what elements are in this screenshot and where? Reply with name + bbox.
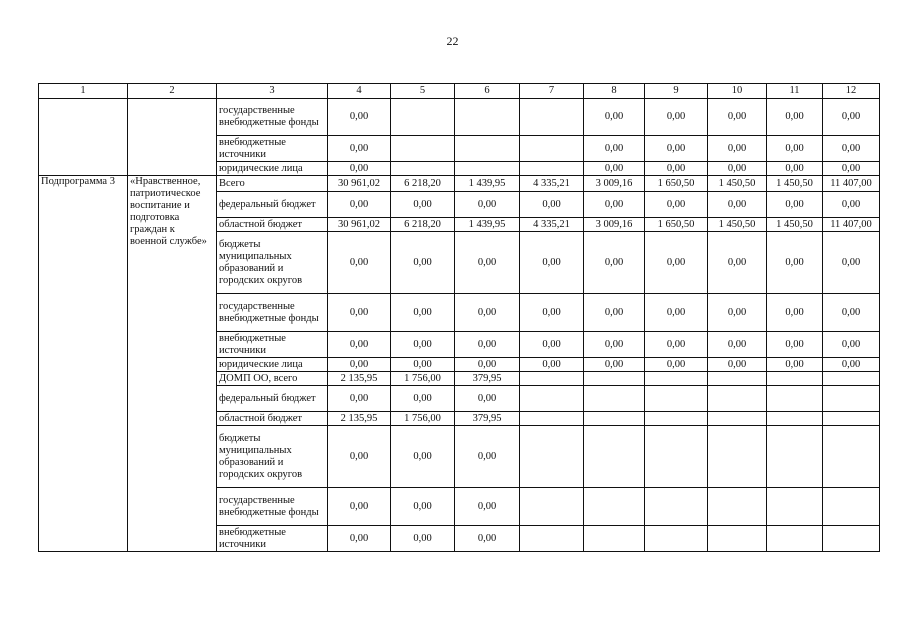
value-cell (645, 526, 708, 552)
value-cell: 2 135,95 (328, 372, 391, 386)
value-cell: 0,00 (520, 192, 584, 218)
value-cell: 6 218,20 (391, 218, 455, 232)
value-cell (520, 162, 584, 176)
value-cell: 0,00 (708, 332, 767, 358)
value-cell (823, 526, 880, 552)
table-row (39, 176, 880, 192)
value-cell (455, 162, 520, 176)
value-cell: 0,00 (584, 99, 645, 136)
value-cell: 0,00 (455, 386, 520, 412)
value-cell: 3 009,16 (584, 176, 645, 192)
funding-source-label: внебюджетные источники (217, 136, 328, 162)
value-cell (645, 426, 708, 488)
value-cell: 0,00 (520, 294, 584, 332)
column-number: 4 (328, 84, 391, 99)
value-cell (584, 426, 645, 488)
value-cell (708, 488, 767, 526)
value-cell: 6 218,20 (391, 176, 455, 192)
funding-source-label: юридические лица (217, 358, 328, 372)
value-cell: 0,00 (823, 99, 880, 136)
value-cell: 0,00 (391, 232, 455, 294)
value-cell: 0,00 (767, 294, 823, 332)
value-cell: 0,00 (328, 232, 391, 294)
column-number: 10 (708, 84, 767, 99)
value-cell: 0,00 (708, 136, 767, 162)
value-cell: 0,00 (328, 294, 391, 332)
value-cell: 0,00 (708, 99, 767, 136)
value-cell (391, 99, 455, 136)
value-cell: 0,00 (328, 192, 391, 218)
funding-source-label: Всего (217, 176, 328, 192)
value-cell: 0,00 (767, 358, 823, 372)
value-cell: 1 450,50 (767, 176, 823, 192)
column-number: 5 (391, 84, 455, 99)
value-cell: 0,00 (708, 162, 767, 176)
value-cell: 0,00 (645, 162, 708, 176)
value-cell (391, 136, 455, 162)
value-cell: 0,00 (767, 332, 823, 358)
value-cell (767, 412, 823, 426)
value-cell (584, 372, 645, 386)
value-cell (708, 372, 767, 386)
funding-source-label: областной бюджет (217, 412, 328, 426)
empty-cell (39, 99, 128, 176)
value-cell (823, 372, 880, 386)
value-cell: 0,00 (767, 192, 823, 218)
value-cell (823, 412, 880, 426)
value-cell: 0,00 (767, 99, 823, 136)
value-cell: 0,00 (391, 358, 455, 372)
value-cell (584, 488, 645, 526)
value-cell: 1 439,95 (455, 176, 520, 192)
value-cell: 0,00 (645, 294, 708, 332)
value-cell: 0,00 (823, 332, 880, 358)
value-cell (767, 488, 823, 526)
value-cell: 0,00 (767, 232, 823, 294)
value-cell (455, 99, 520, 136)
value-cell: 1 450,50 (708, 218, 767, 232)
value-cell: 0,00 (767, 136, 823, 162)
value-cell: 0,00 (645, 332, 708, 358)
value-cell (584, 526, 645, 552)
value-cell (823, 488, 880, 526)
value-cell (584, 386, 645, 412)
value-cell: 0,00 (584, 294, 645, 332)
value-cell (645, 386, 708, 412)
value-cell: 1 756,00 (391, 372, 455, 386)
value-cell (520, 99, 584, 136)
value-cell: 2 135,95 (328, 412, 391, 426)
budget-table (38, 83, 880, 552)
value-cell: 30 961,02 (328, 218, 391, 232)
table-row (39, 99, 880, 136)
value-cell: 0,00 (328, 332, 391, 358)
value-cell (767, 526, 823, 552)
value-cell: 0,00 (455, 488, 520, 526)
column-number: 12 (823, 84, 880, 99)
value-cell: 0,00 (708, 294, 767, 332)
value-cell (767, 386, 823, 412)
value-cell: 0,00 (645, 136, 708, 162)
value-cell: 0,00 (823, 294, 880, 332)
value-cell: 0,00 (823, 136, 880, 162)
column-number: 7 (520, 84, 584, 99)
funding-source-label: внебюджетные источники (217, 526, 328, 552)
value-cell: 0,00 (823, 358, 880, 372)
value-cell (520, 386, 584, 412)
page-number: 22 (446, 34, 459, 48)
value-cell: 0,00 (391, 332, 455, 358)
value-cell (520, 426, 584, 488)
value-cell: 0,00 (455, 232, 520, 294)
value-cell (767, 426, 823, 488)
value-cell: 0,00 (455, 294, 520, 332)
value-cell: 0,00 (455, 332, 520, 358)
value-cell: 0,00 (645, 358, 708, 372)
header-row (39, 84, 880, 99)
value-cell: 0,00 (328, 162, 391, 176)
value-cell (708, 426, 767, 488)
value-cell: 0,00 (328, 358, 391, 372)
value-cell: 0,00 (584, 162, 645, 176)
value-cell: 0,00 (391, 192, 455, 218)
funding-source-label: государственные внебюджетные фонды (217, 99, 328, 136)
value-cell (823, 426, 880, 488)
subprogram-name: «Нравственное, патриотическое воспитание и подготовка граждан к военной службе» (128, 176, 217, 552)
value-cell: 3 009,16 (584, 218, 645, 232)
value-cell (708, 386, 767, 412)
funding-source-label: государственные внебюджетные фонды (217, 488, 328, 526)
value-cell: 0,00 (391, 386, 455, 412)
value-cell: 0,00 (823, 232, 880, 294)
value-cell: 1 756,00 (391, 412, 455, 426)
value-cell: 379,95 (455, 372, 520, 386)
column-number: 1 (39, 84, 128, 99)
funding-source-label: юридические лица (217, 162, 328, 176)
value-cell: 0,00 (328, 426, 391, 488)
value-cell: 1 650,50 (645, 218, 708, 232)
value-cell (520, 488, 584, 526)
value-cell: 0,00 (645, 232, 708, 294)
value-cell (520, 526, 584, 552)
value-cell (520, 136, 584, 162)
funding-source-label: бюджеты муниципальных образований и городских округов (217, 426, 328, 488)
value-cell (645, 372, 708, 386)
value-cell: 1 450,50 (767, 218, 823, 232)
value-cell: 0,00 (584, 232, 645, 294)
value-cell: 0,00 (455, 192, 520, 218)
value-cell: 0,00 (391, 294, 455, 332)
value-cell: 11 407,00 (823, 218, 880, 232)
value-cell (455, 136, 520, 162)
value-cell: 0,00 (455, 526, 520, 552)
value-cell: 0,00 (328, 99, 391, 136)
funding-source-label: государственные внебюджетные фонды (217, 294, 328, 332)
value-cell (767, 372, 823, 386)
column-number: 9 (645, 84, 708, 99)
value-cell: 11 407,00 (823, 176, 880, 192)
value-cell: 30 961,02 (328, 176, 391, 192)
value-cell: 1 450,50 (708, 176, 767, 192)
value-cell: 0,00 (767, 162, 823, 176)
value-cell: 0,00 (520, 332, 584, 358)
funding-source-label: областной бюджет (217, 218, 328, 232)
value-cell (391, 162, 455, 176)
empty-cell (128, 99, 217, 176)
value-cell: 0,00 (645, 192, 708, 218)
value-cell: 0,00 (584, 358, 645, 372)
column-number: 8 (584, 84, 645, 99)
value-cell: 379,95 (455, 412, 520, 426)
value-cell: 0,00 (823, 162, 880, 176)
value-cell (520, 412, 584, 426)
value-cell: 0,00 (584, 332, 645, 358)
value-cell: 0,00 (708, 232, 767, 294)
value-cell: 0,00 (584, 136, 645, 162)
value-cell: 1 650,50 (645, 176, 708, 192)
value-cell (645, 488, 708, 526)
funding-source-label: бюджеты муниципальных образований и городских округов (217, 232, 328, 294)
value-cell: 0,00 (584, 192, 645, 218)
subprogram-code: Подпрограмма 3 (39, 176, 128, 552)
funding-source-label: федеральный бюджет (217, 386, 328, 412)
value-cell: 0,00 (708, 358, 767, 372)
value-cell: 0,00 (455, 426, 520, 488)
value-cell (645, 412, 708, 426)
value-cell (520, 372, 584, 386)
value-cell: 0,00 (708, 192, 767, 218)
value-cell: 0,00 (328, 136, 391, 162)
value-cell: 4 335,21 (520, 176, 584, 192)
value-cell: 4 335,21 (520, 218, 584, 232)
value-cell (708, 412, 767, 426)
column-number: 3 (217, 84, 328, 99)
value-cell: 0,00 (391, 488, 455, 526)
value-cell: 0,00 (328, 386, 391, 412)
column-number: 2 (128, 84, 217, 99)
value-cell: 0,00 (391, 526, 455, 552)
funding-source-label: внебюджетные источники (217, 332, 328, 358)
value-cell: 0,00 (328, 488, 391, 526)
value-cell: 0,00 (455, 358, 520, 372)
column-number: 6 (455, 84, 520, 99)
funding-source-label: федеральный бюджет (217, 192, 328, 218)
funding-source-label: ДОМП ОО, всего (217, 372, 328, 386)
value-cell: 0,00 (391, 426, 455, 488)
value-cell: 0,00 (645, 99, 708, 136)
value-cell (823, 386, 880, 412)
value-cell: 1 439,95 (455, 218, 520, 232)
value-cell: 0,00 (520, 232, 584, 294)
value-cell: 0,00 (328, 526, 391, 552)
column-number: 11 (767, 84, 823, 99)
value-cell (584, 412, 645, 426)
value-cell: 0,00 (823, 192, 880, 218)
value-cell (708, 526, 767, 552)
value-cell: 0,00 (520, 358, 584, 372)
